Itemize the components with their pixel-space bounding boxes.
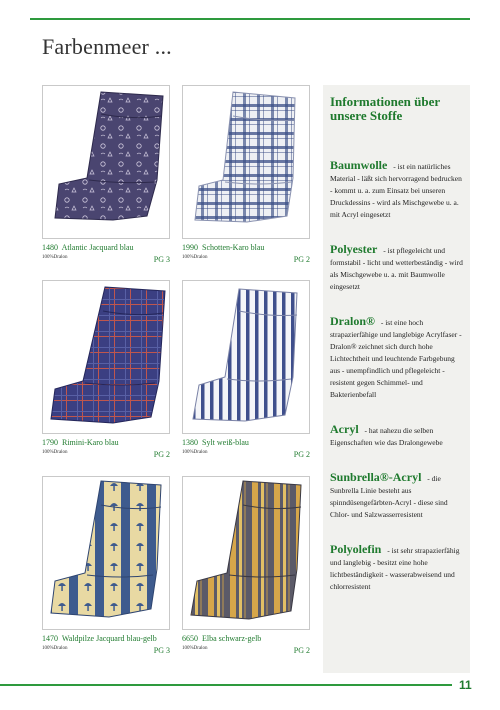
product-number: 1790	[42, 438, 58, 447]
page-title: Farbenmeer ...	[42, 34, 172, 59]
cushion-image	[43, 477, 169, 629]
fabric-name: Acryl	[330, 422, 359, 436]
product-material: 100%Dralon	[182, 255, 208, 260]
product-material: 100%Dralon	[182, 450, 208, 455]
product-material: 100%Dralon	[182, 646, 208, 651]
product-number: 1480	[42, 243, 58, 252]
fabric-name: Sunbrella®-Acryl	[330, 470, 422, 484]
product-photo	[42, 476, 170, 630]
price-group: PG 2	[293, 646, 310, 655]
fabric-info-panel	[323, 85, 470, 673]
price-group: PG 2	[153, 450, 170, 459]
product-caption	[42, 438, 170, 447]
page-number: 11	[459, 678, 472, 692]
fabric-description: - die Sunbrella Linie besteht aus spinndüsengefärbten-Acryl - diese sind Chlor- und Salzwasserresistent	[330, 474, 448, 519]
cushion-image	[183, 477, 309, 629]
product-caption	[182, 438, 310, 447]
product-number: 6650	[182, 634, 198, 643]
product-material: 100%Dralon	[42, 255, 68, 260]
product-photo	[182, 85, 310, 239]
fabric-description: - hat nahezu die selben Eigenschaften wie das Dralongewebe	[330, 426, 443, 447]
product-card	[42, 476, 170, 655]
cushion-image	[183, 281, 309, 433]
product-material: 100%Dralon	[42, 450, 68, 455]
fabric-description: - ist sehr strapazierfähig und langlebig - besitzt eine hohe lichtbeständigkeit - wasserabweisend und chlorresistent	[330, 546, 460, 591]
cushion-image	[43, 86, 169, 238]
product-material: 100%Dralon	[42, 646, 68, 651]
fabric-description: - ist pflegeleicht und formstabil - licht und wetterbeständig - wird als Mischgewebe u. a. mit Baumwolle eingesetzt	[330, 246, 463, 291]
product-name: Elba schwarz-gelb	[202, 634, 262, 643]
fabric-description: - ist eine hoch strapazierfähige und langlebige Acrylfaser - Dralon® zeichnet sich durch hohe Lichtechtheit und leuchtende Farbgebung aus - unempfindlich und pflegeleicht - resistent gegen Schimmel- und Bakterienbefall	[330, 318, 462, 399]
fabric-name: Polyester	[330, 242, 378, 256]
price-group: PG 2	[293, 450, 310, 459]
fabric-entry	[330, 543, 463, 593]
fabric-name: Dralon®	[330, 314, 375, 328]
info-title: Informationen über unsere Stoffe	[330, 94, 440, 123]
product-caption	[182, 634, 310, 643]
product-card	[182, 476, 310, 655]
price-group: PG 2	[293, 255, 310, 264]
fabric-description: - ist ein natürliches Material - läßt sich hervorragend bedrucken - kommt u. a. zum Einsatz bei unseren Druckdessins - wird als Mischgewebe u. a. mit Acryl eingesetzt	[330, 162, 462, 219]
product-photo	[182, 280, 310, 434]
cushion-image	[43, 281, 169, 433]
fabric-entry	[330, 243, 463, 293]
cushion-image	[183, 86, 309, 238]
product-name: Schotten-Karo blau	[202, 243, 265, 252]
product-number: 1990	[182, 243, 198, 252]
top-divider	[30, 18, 470, 20]
product-card	[182, 85, 310, 264]
product-card	[42, 85, 170, 264]
product-name: Sylt weiß-blau	[202, 438, 249, 447]
product-name: Rimini-Karo blau	[62, 438, 119, 447]
fabric-entry	[330, 159, 463, 221]
fabric-name: Polyolefin	[330, 542, 382, 556]
product-card	[182, 280, 310, 459]
bottom-divider	[0, 684, 452, 686]
fabric-entry	[330, 315, 463, 401]
product-name: Atlantic Jacquard blau	[61, 243, 134, 252]
product-name: Waldpilze Jacquard blau-gelb	[61, 634, 157, 643]
product-number: 1380	[182, 438, 198, 447]
price-group: PG 3	[153, 646, 170, 655]
fabric-entry	[330, 471, 463, 521]
product-caption	[182, 243, 310, 252]
product-photo	[42, 85, 170, 239]
product-photo	[182, 476, 310, 630]
product-card	[42, 280, 170, 459]
product-caption	[42, 243, 170, 252]
product-number: 1470	[42, 634, 58, 643]
price-group: PG 3	[153, 255, 170, 264]
product-caption	[42, 634, 170, 643]
fabric-entry	[330, 423, 463, 449]
product-photo	[42, 280, 170, 434]
fabric-name: Baumwolle	[330, 158, 388, 172]
